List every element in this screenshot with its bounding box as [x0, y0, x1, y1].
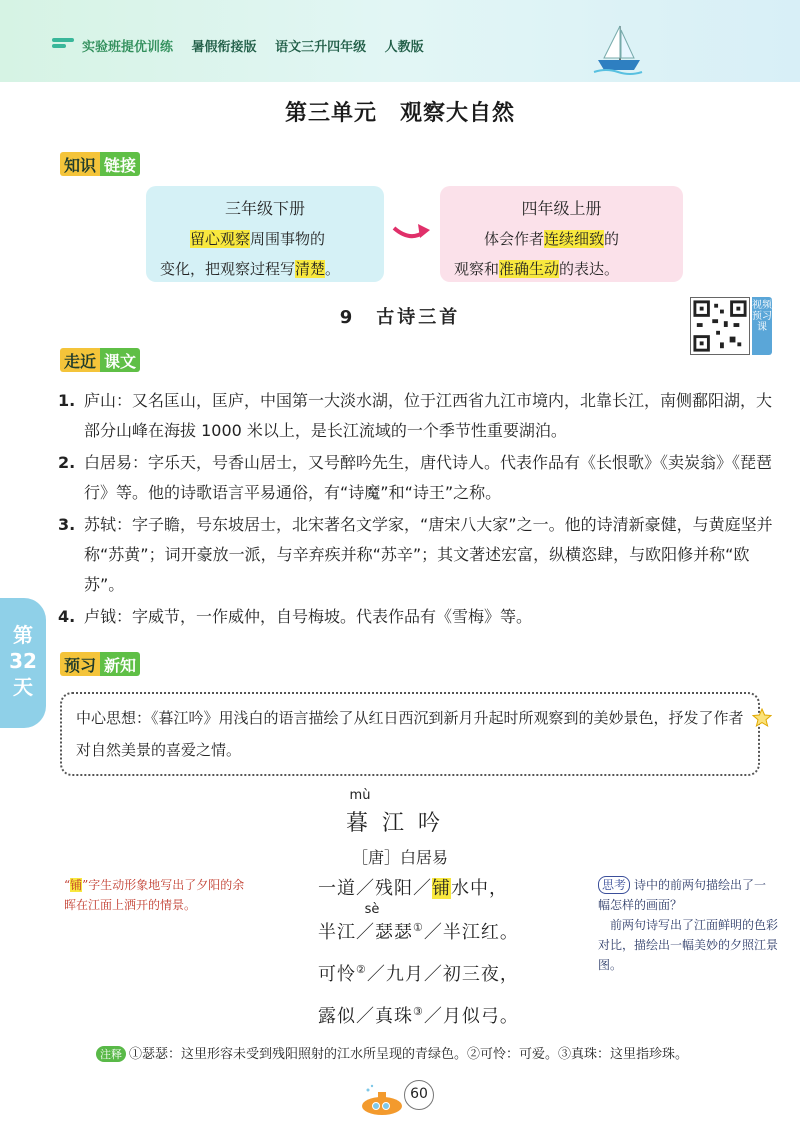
sailboat-icon [590, 20, 646, 76]
grade4-text1: 体会作者 [484, 230, 545, 248]
arrow-right-icon [392, 220, 432, 246]
poem-line-3 [318, 960, 519, 986]
star-icon [752, 708, 772, 728]
grade3-box [146, 186, 384, 282]
grade4-text3: 观察和 [454, 260, 500, 278]
annotation-right [598, 875, 778, 975]
item-number: 1. [58, 391, 76, 410]
grade4-text2: 的 [604, 230, 620, 248]
poem-line-4 [318, 1002, 519, 1028]
header-edition: 暑假衔接版 [191, 40, 257, 55]
preview-label-a: 预习 [60, 652, 100, 676]
central-idea-text: 中心思想：《暮江吟》用浅白的语言描绘了从红日西沉到新月升起时所观察到的美妙景色，抒发了作者对自然美景的喜爱之情。 [76, 709, 744, 759]
brand-logo-icon [52, 38, 74, 54]
day-tab-prefix: 第 [13, 623, 33, 647]
list-item [58, 602, 778, 632]
grade4-box [440, 186, 683, 282]
poem-title: 暮江吟 [345, 811, 454, 836]
note-left-text: ”字生动形象地写出了夕阳的余晖在江面上洒开的情景。 [64, 878, 245, 912]
item-number: 4. [58, 607, 76, 626]
line1-part-a: 一道／残阳／ [318, 878, 432, 899]
grade4-text [454, 224, 669, 284]
day-tab-number: 32 [9, 649, 37, 673]
grade4-end: 的表达。 [559, 260, 620, 278]
approach-list [58, 386, 778, 634]
poem-line-1 [318, 874, 508, 900]
item-text: 苏轼：字子瞻，号东坡居士，北宋著名文学家，“唐宋八大家”之一。他的诗清新豪健，与黄庭坚并称“苏黄”；词开豪放一派，与辛弃疾并称“苏辛”；其文著述宏富，纵横恣肆，与欧阳修并称“欧苏”。 [84, 515, 773, 594]
central-idea-box [60, 692, 760, 776]
note-left-quote: “ [64, 878, 71, 892]
footnote-ref-1: ① [413, 921, 424, 934]
knowledge-label-b: 链接 [100, 152, 140, 176]
poem-line-2 [318, 918, 519, 944]
think-question: 诗中的前两句描绘出了一幅怎样的画面？ [598, 878, 767, 912]
submarine-icon [356, 1082, 412, 1118]
approach-label-b: 课文 [100, 348, 140, 372]
preview-label [60, 652, 140, 676]
footnotes [96, 1043, 776, 1062]
grade4-hl1: 连续细致 [544, 230, 605, 248]
footnote-ref-3: ③ [413, 1005, 424, 1018]
line3-part-a: 可怜 [318, 964, 356, 985]
header-publisher: 人教版 [384, 40, 424, 55]
item-text: 庐山：又名匡山，匡庐，中国第一大淡水湖，位于江西省九江市境内，北靠长江，南侧鄱阳湖，大部分山峰在海拔 1000 米以上，是长江流域的一个季节性重要湖泊。 [84, 391, 773, 440]
item-number: 2. [58, 453, 76, 472]
approach-label-a: 走近 [60, 348, 100, 372]
page-header [0, 0, 800, 82]
note-left-highlight: 铺 [70, 878, 83, 892]
list-item [58, 510, 778, 600]
lesson-title: 9 古诗三首 [339, 307, 461, 328]
grade3-text1: 周围事物的 [250, 230, 326, 248]
list-item [58, 448, 778, 508]
day-tab-suffix: 天 [13, 675, 33, 699]
video-preview-tag[interactable]: 视频预习课 [752, 297, 772, 355]
grade3-end: 。 [325, 260, 341, 278]
list-item [58, 386, 778, 446]
grade3-title: 三年级下册 [224, 199, 305, 218]
footnote-ref-2: ② [356, 963, 367, 976]
line2-part-b: ／半江红。 [423, 922, 519, 943]
knowledge-link-label [60, 152, 140, 176]
think-answer: 前两句诗写出了江面鲜明的色彩对比，描绘出一幅美妙的夕照江景图。 [598, 918, 779, 972]
item-text: 卢钺：字威节，一作威仲，自号梅坡。代表作品有《雪梅》等。 [84, 607, 533, 626]
poem-author: ［唐］白居易 [351, 848, 448, 867]
preview-label-b: 新知 [100, 652, 140, 676]
grade4-hl2: 准确生动 [499, 260, 560, 278]
qr-code-icon[interactable] [690, 297, 750, 355]
item-text: 白居易：字乐天，号香山居士，又号醉吟先生，唐代诗人。代表作品有《长恨歌》《卖炭翁》《琵琶行》等。他的诗歌语言平易通俗，有“诗魔”和“诗王”之称。 [84, 453, 773, 502]
footnote-tag: 注释 [96, 1046, 126, 1062]
header-grade: 语文三升四年级 [275, 40, 367, 55]
page-number: 60 [404, 1080, 434, 1110]
line1-part-b: 水中， [451, 878, 508, 899]
header-brand: 实验班提优训练 [82, 40, 174, 55]
item-number: 3. [58, 515, 76, 534]
grade3-hl1: 留心观察 [190, 230, 251, 248]
line1-highlight: 铺 [432, 878, 451, 899]
line4-part-b: ／月似弓。 [423, 1006, 519, 1027]
header-text [82, 36, 438, 55]
grade3-hl2: 清楚 [295, 260, 326, 278]
grade3-text [160, 224, 370, 284]
title-pinyin: mù [349, 788, 371, 803]
line2-pinyin: sè [364, 902, 380, 917]
think-tag: 思考 [598, 876, 630, 894]
grade3-text2: 变化，把观察过程写 [160, 260, 296, 278]
line3-part-b: ／九月／初三夜， [366, 964, 519, 985]
footnote-text: ①瑟瑟：这里形容未受到残阳照射的江水所呈现的青绿色。②可怜：可爱。③真珠：这里指珍珠。 [129, 1047, 689, 1062]
unit-title: 第三单元 观察大自然 [284, 101, 515, 126]
grade4-title: 四年级上册 [521, 199, 602, 218]
knowledge-label-a: 知识 [60, 152, 100, 176]
line4-part-a: 露似／真珠 [318, 1006, 413, 1027]
approach-text-label [60, 348, 140, 372]
day-tab [0, 598, 46, 728]
line2-part-a: 半江／瑟瑟 [318, 922, 413, 943]
annotation-left [64, 875, 250, 915]
